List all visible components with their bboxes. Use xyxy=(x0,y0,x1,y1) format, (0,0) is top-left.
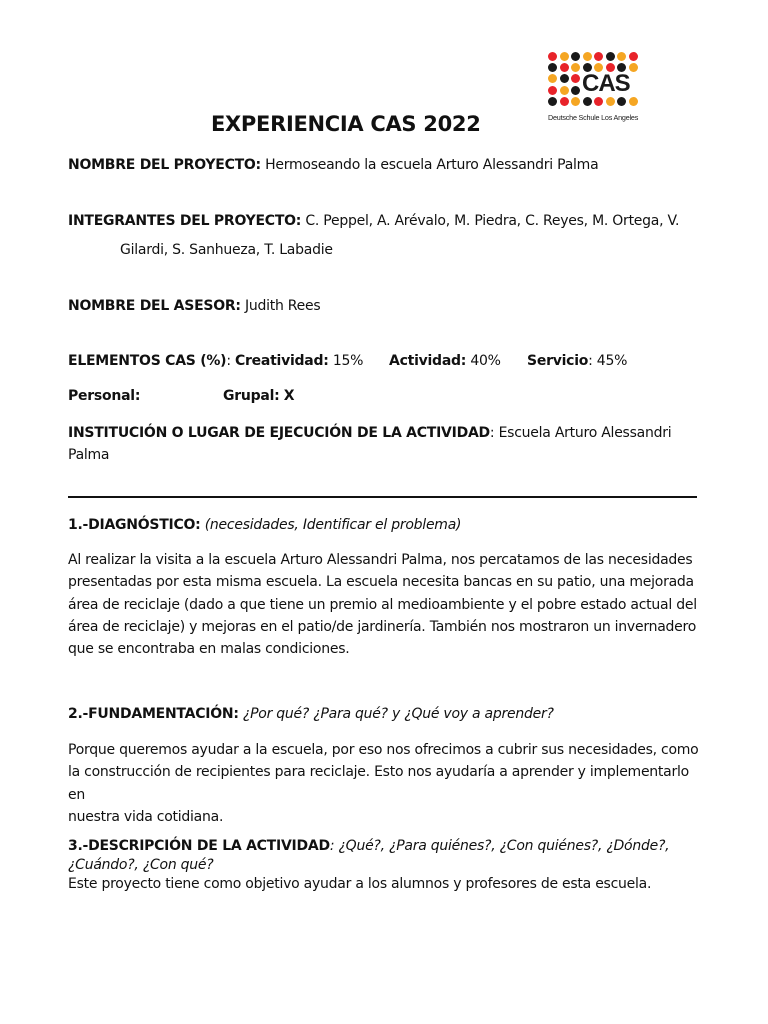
activity-value: 40% xyxy=(470,353,501,369)
descripcion-body: Este proyecto tiene como objetivo ayudar a los alumnos y profesores de esta escuela. xyxy=(68,876,652,892)
creativity-label: Creatividad: xyxy=(234,353,329,369)
logo-dot xyxy=(560,52,569,61)
advisor-value: Judith Rees xyxy=(244,298,321,314)
diagnostico-line: que se encontraba en malas condiciones. xyxy=(68,641,350,658)
logo-dot xyxy=(629,97,638,106)
logo-dot xyxy=(594,52,603,61)
institution-value: : Escuela Arturo Alessandri xyxy=(489,425,672,441)
descripcion-heading-row xyxy=(68,837,698,875)
service-value: : 45% xyxy=(588,353,628,369)
fundamentacion-line: la construcción de recipientes para reciclaje. Esto nos ayudaría a aprender y implementarlo en xyxy=(68,764,689,803)
diagnostico-line: área de reciclaje) y mejoras en el patio/de jardinería. También nos mostraron un invernadero xyxy=(68,618,697,635)
logo-dot xyxy=(560,97,569,106)
logo-dot xyxy=(548,74,557,83)
diagnostico-line: área de reciclaje (dado a que tiene un premio al medioambiente y el pobre estado actual del xyxy=(68,596,697,613)
logo-dot xyxy=(629,52,638,61)
advisor-label: NOMBRE DEL ASESOR: xyxy=(68,298,241,314)
fundamentacion-line: nuestra vida cotidiana. xyxy=(68,808,224,825)
diagnostico-hint: (necesidades, Identificar el problema) xyxy=(204,517,462,533)
logo-dot xyxy=(560,86,569,95)
logo-dot xyxy=(583,52,592,61)
logo-dot xyxy=(571,63,580,72)
logo-dot xyxy=(560,74,569,83)
diagnostico-heading-row xyxy=(68,517,461,533)
members-line1: C. Peppel, A. Arévalo, M. Piedra, C. Reyes, M. Ortega, V. xyxy=(305,213,680,229)
logo-dot xyxy=(571,97,580,106)
service-group xyxy=(527,353,627,369)
diagnostico-heading: 1.-DIAGNÓSTICO: xyxy=(68,517,201,533)
project-name-label: NOMBRE DEL PROYECTO: xyxy=(68,157,261,173)
logo-dot xyxy=(548,63,557,72)
group-value: X xyxy=(283,388,295,404)
logo-dot xyxy=(548,97,557,106)
advisor-row xyxy=(68,298,320,314)
fundamentacion-hint: ¿Por qué? ¿Para qué? y ¿Qué voy a aprender? xyxy=(242,706,554,722)
section-divider xyxy=(68,496,697,498)
logo-dot xyxy=(548,52,557,61)
project-name-value: Hermoseando la escuela Arturo Alessandri Palma xyxy=(265,157,599,173)
elements-label-group xyxy=(68,353,363,369)
logo-dot xyxy=(571,86,580,95)
fundamentacion-line: Porque queremos ayudar a la escuela, por eso nos ofrecimos a cubrir sus necesidades, como xyxy=(68,742,699,758)
logo-dot xyxy=(606,97,615,106)
fundamentacion-body xyxy=(68,739,700,828)
logo-dot xyxy=(617,52,626,61)
institution-label: INSTITUCIÓN O LUGAR DE EJECUCIÓN DE LA ACTIVIDAD xyxy=(68,425,490,441)
elements-colon: : xyxy=(226,353,231,369)
group-label: Grupal: xyxy=(223,388,280,404)
logo-word: CAS xyxy=(582,72,636,96)
elements-label: ELEMENTOS CAS (%) xyxy=(68,353,227,369)
fundamentacion-heading: 2.-FUNDAMENTACIÓN: xyxy=(68,706,239,722)
logo-dot xyxy=(548,86,557,95)
descripcion-hint: : ¿Qué?, ¿Para quiénes?, ¿Con quiénes?, ¿Dónde?, xyxy=(329,838,670,854)
members-row xyxy=(68,213,679,229)
diagnostico-line: presentadas por esta misma escuela. La escuela necesita bancas en su patio, una mejorada xyxy=(68,574,694,591)
institution-row xyxy=(68,422,700,467)
logo-dot xyxy=(594,97,603,106)
service-label: Servicio xyxy=(527,353,589,369)
logo-tagline: Deutsche Schule Los Angeles xyxy=(548,113,639,122)
personal-label: Personal: xyxy=(68,388,141,404)
group-row xyxy=(223,388,294,404)
creativity-value: 15% xyxy=(332,353,364,369)
fundamentacion-heading-row xyxy=(68,706,554,722)
activity-group xyxy=(389,353,501,369)
logo-dot xyxy=(560,63,569,72)
diagnostico-line: Al realizar la visita a la escuela Arturo Alessandri Palma, nos percatamos de las necesidades xyxy=(68,552,693,568)
diagnostico-body xyxy=(68,549,700,660)
logo-dot xyxy=(617,97,626,106)
descripcion-hint-2: ¿Cuándo?, ¿Con qué? xyxy=(68,857,214,873)
activity-label: Actividad: xyxy=(389,353,467,369)
descripcion-heading: 3.-DESCRIPCIÓN DE LA ACTIVIDAD xyxy=(68,838,330,854)
members-label: INTEGRANTES DEL PROYECTO: xyxy=(68,213,302,229)
project-name-row xyxy=(68,157,598,173)
logo-dot xyxy=(571,52,580,61)
members-line2: Gilardi, S. Sanhueza, T. Labadie xyxy=(120,242,333,258)
cas-logo xyxy=(546,52,646,124)
logo-dot xyxy=(571,74,580,83)
institution-value-2: Palma xyxy=(68,447,110,464)
logo-dot xyxy=(583,97,592,106)
logo-dot xyxy=(606,52,615,61)
page-title: EXPERIENCIA CAS 2022 xyxy=(211,112,481,136)
